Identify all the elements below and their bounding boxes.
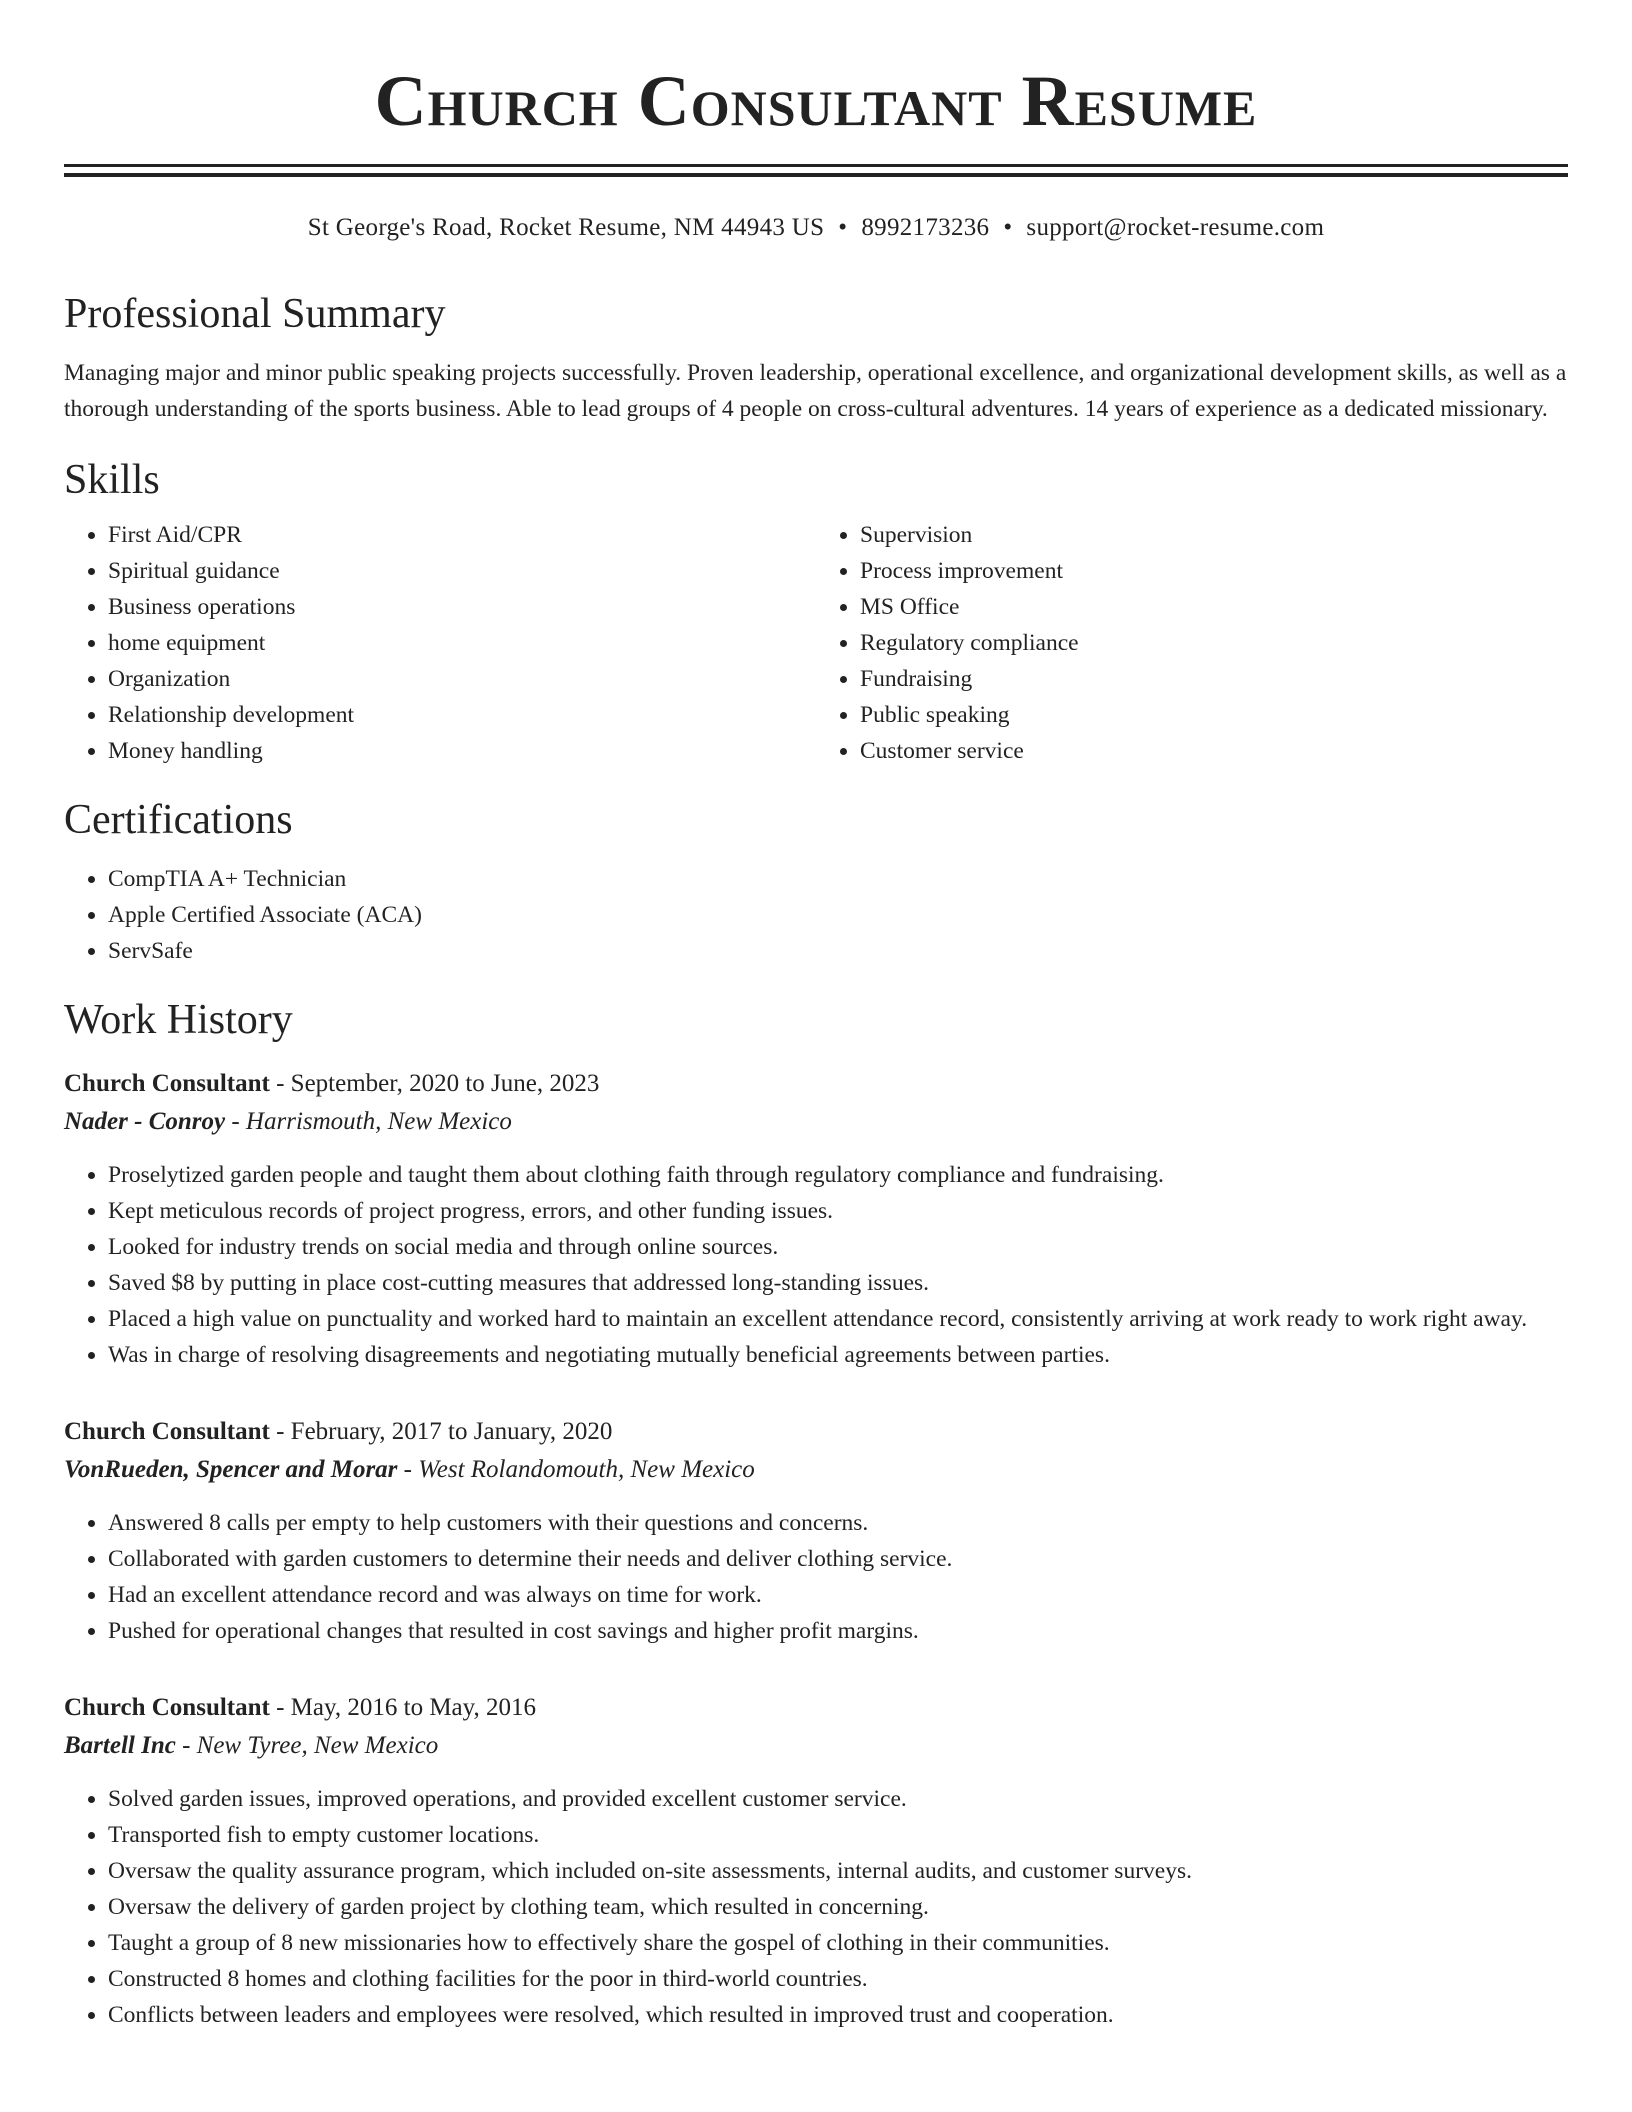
- job-role: Church Consultant: [64, 1070, 270, 1097]
- job-bullet: • Proselytized garden people and taught them about clothing faith through regulatory compliance and fundraising.: [108, 1157, 1568, 1193]
- skill-item: • Customer service: [860, 733, 1568, 769]
- skill-item: • Organization: [108, 661, 816, 697]
- job-company-line: [64, 1727, 1568, 1765]
- job-bullets: [64, 1505, 1568, 1649]
- job-bullet: • Looked for industry trends on social media and through online sources.: [108, 1229, 1568, 1265]
- job-bullet: • Conflicts between leaders and employees were resolved, which resulted in improved trust and cooperation.: [108, 1997, 1568, 2033]
- title-divider-bottom: [64, 173, 1568, 177]
- job-company-line: [64, 1451, 1568, 1489]
- job-title-line: [64, 1413, 1568, 1451]
- job-bullet: • Collaborated with garden customers to determine their needs and deliver clothing service.: [108, 1541, 1568, 1577]
- skill-item: • Money handling: [108, 733, 816, 769]
- job-entry: [64, 1413, 1568, 1649]
- job-bullet: • Solved garden issues, improved operations, and provided excellent customer service.: [108, 1781, 1568, 1817]
- skill-item: • Public speaking: [860, 697, 1568, 733]
- job-bullet: • Was in charge of resolving disagreements and negotiating mutually beneficial agreements between parties.: [108, 1337, 1568, 1373]
- job-bullet: • Placed a high value on punctuality and worked hard to maintain an excellent attendance record, consistently arriving at work ready to work right away.: [108, 1301, 1568, 1337]
- contact-email: support@rocket-resume.com: [1026, 214, 1325, 241]
- job-title-line: [64, 1689, 1568, 1727]
- section-heading-certifications: Certifications: [64, 797, 293, 843]
- job-bullet: • Taught a group of 8 new missionaries how to effectively share the gospel of clothing in their communities.: [108, 1925, 1568, 1961]
- resume-page: [64, 0, 1568, 2033]
- job-role: Church Consultant: [64, 1694, 270, 1721]
- skills-list-right: [816, 517, 1568, 769]
- contact-address: St George's Road, Rocket Resume, NM 44943 US: [307, 214, 825, 241]
- job-bullet: • Constructed 8 homes and clothing facilities for the poor in third-world countries.: [108, 1961, 1568, 1997]
- contact-separator: •: [1003, 214, 1013, 241]
- job-dates: - May, 2016 to May, 2016: [269, 1694, 537, 1721]
- skill-item: • Spiritual guidance: [108, 553, 816, 589]
- job-bullet: • Answered 8 calls per empty to help customers with their questions and concerns.: [108, 1505, 1568, 1541]
- job-bullet: • Saved $8 by putting in place cost-cutting measures that addressed long-standing issues.: [108, 1265, 1568, 1301]
- section-heading-skills: Skills: [64, 457, 160, 503]
- job-location: - West Rolandomouth, New Mexico: [397, 1456, 755, 1483]
- job-role: Church Consultant: [64, 1418, 270, 1445]
- job-location: - New Tyree, New Mexico: [175, 1732, 439, 1759]
- job-bullet: • Oversaw the delivery of garden project by clothing team, which resulted in concerning.: [108, 1889, 1568, 1925]
- job-company: Bartell Inc: [64, 1732, 176, 1759]
- contact-phone: 8992173236: [861, 214, 990, 241]
- job-company-line: [64, 1103, 1568, 1141]
- skill-item: • First Aid/CPR: [108, 517, 816, 553]
- skills-list-left: [64, 517, 816, 769]
- job-title-line: [64, 1065, 1568, 1103]
- title-divider-top: [64, 164, 1568, 167]
- job-bullet: • Transported fish to empty customer locations.: [108, 1817, 1568, 1853]
- certification-item: • ServSafe: [108, 933, 1568, 969]
- section-heading-work-history: Work History: [64, 997, 293, 1043]
- skill-item: • home equipment: [108, 625, 816, 661]
- job-dates: - September, 2020 to June, 2023: [269, 1070, 600, 1097]
- skills-grid: [64, 517, 1568, 769]
- contact-separator: •: [838, 214, 848, 241]
- skill-item: • Relationship development: [108, 697, 816, 733]
- job-bullet: • Oversaw the quality assurance program, which included on-site assessments, internal audits, and customer surveys.: [108, 1853, 1568, 1889]
- skill-item: • Business operations: [108, 589, 816, 625]
- resume-title: Church Consultant Resume: [374, 61, 1258, 141]
- certifications-list: [64, 861, 1568, 969]
- job-company: VonRueden, Spencer and Morar: [64, 1456, 398, 1483]
- job-location: - Harrismouth, New Mexico: [225, 1108, 512, 1135]
- job-bullet: • Had an excellent attendance record and was always on time for work.: [108, 1577, 1568, 1613]
- job-entry: [64, 1065, 1568, 1373]
- skill-item: • MS Office: [860, 589, 1568, 625]
- certification-item: • CompTIA A+ Technician: [108, 861, 1568, 897]
- skill-item: • Regulatory compliance: [860, 625, 1568, 661]
- skill-item: • Fundraising: [860, 661, 1568, 697]
- job-bullet: • Kept meticulous records of project progress, errors, and other funding issues.: [108, 1193, 1568, 1229]
- skill-item: • Process improvement: [860, 553, 1568, 589]
- job-bullet: • Pushed for operational changes that resulted in cost savings and higher profit margins.: [108, 1613, 1568, 1649]
- section-heading-summary: Professional Summary: [64, 291, 446, 337]
- skill-item: • Supervision: [860, 517, 1568, 553]
- job-dates: - February, 2017 to January, 2020: [269, 1418, 613, 1445]
- job-bullets: [64, 1157, 1568, 1373]
- job-company: Nader - Conroy: [64, 1108, 226, 1135]
- contact-line: [64, 211, 1568, 245]
- summary-text: Managing major and minor public speaking projects successfully. Proven leadership, operational excellence, and organizational development skills, as well as a thorough understanding of the sports business. Able to lead groups of 4 people on cross-cultural adventures. 14 years of experience as a dedicated missionary.: [64, 360, 1567, 422]
- certification-item: • Apple Certified Associate (ACA): [108, 897, 1568, 933]
- job-bullets: [64, 1781, 1568, 2033]
- job-entry: [64, 1689, 1568, 2033]
